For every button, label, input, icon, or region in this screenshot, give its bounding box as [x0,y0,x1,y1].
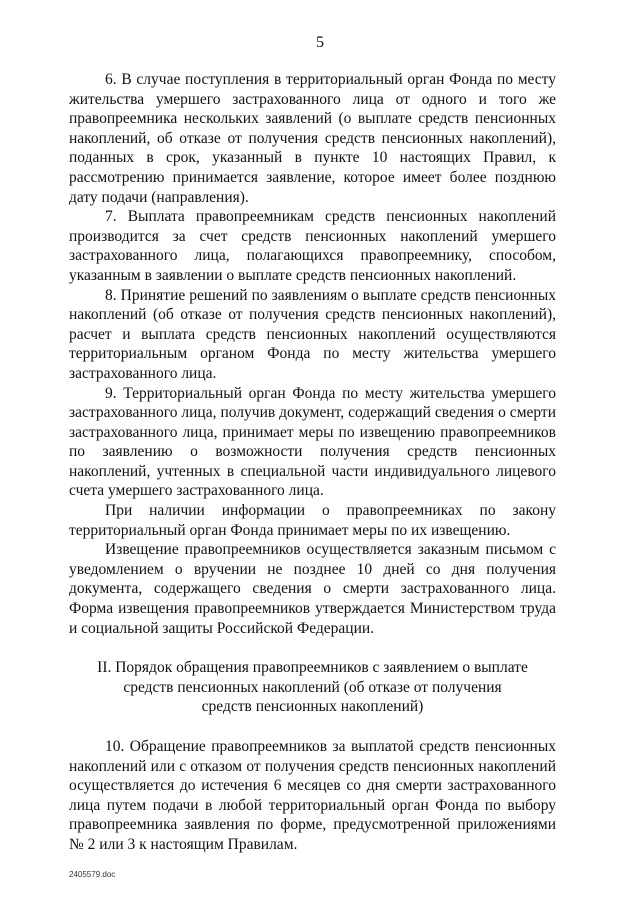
paragraph-9-notification: Извещение правопреемников осуществляется заказным письмом с уведомлением о вручении не позднее 10 дней со дня получения документа, содержащего сведения о смерти застрахованного лица. Форма извещения правопреемников утверждается Министерством труда и социальной защиты Российской Федерации. [69,541,556,637]
paragraph-8: 8. Принятие решений по заявлениям о выплате средств пенсионных накоплений (об отказе от получения средств пенсионных накоплений), расчет и выплата средств пенсионных накоплений осуществляются территориальным органом Фонда по месту жительства умершего застрахованного лица. [69,286,556,382]
section-heading-line: средств пенсионных накоплений (об отказе от получения [123,678,502,696]
section-heading-line: средств пенсионных накоплений) [201,698,424,716]
paragraph-9: 9. Территориальный орган Фонда по месту жительства умершего застрахованного лица, получив документ, содержащий сведения о смерти застрахованного лица, принимает меры по извещению правопреемников по заявлению о возможности получения средств пенсионных накоплений, учтенных в специальной части индивидуального лицевого счета умершего застрахованного лица. [69,384,556,500]
section-heading [69,658,556,717]
footer-file-code: 2405579.doc [69,870,116,879]
section-heading-line: II. Порядок обращения правопреемников с заявлением о выплате [97,659,528,677]
page-number: 5 [316,34,324,51]
document-body [69,70,556,855]
paragraph-6: 6. В случае поступления в территориальный орган Фонда по месту жительства умершего застрахованного лица от одного и того же правопреемника нескольких заявлений (о выплате средств пенсионных накоплений, об отказе от получения средств пенсионных накоплений), поданных в срок, указанный в пункте 10 настоящих Правил, к рассмотрению принимается заявление, которое имеет более позднюю дату подачи (направления). [69,71,556,206]
paragraph-10: 10. Обращение правопреемников за выплатой средств пенсионных накоплений или с отказом от получения средств пенсионных накоплений осуществляется до истечения 6 месяцев со дня смерти застрахованного лица путем подачи в любой территориальный орган Фонда по выбору правопреемника заявления по форме, предусмотренной приложениями № 2 или 3 к настоящим Правилам. [69,738,556,853]
paragraph-7: 7. Выплата правопреемникам средств пенсионных накоплений производится за счет средств пенсионных накоплений умершего застрахованного лица, полагающихся правопреемнику, способом, указанным в заявлении о выплате средств пенсионных накоплений. [69,208,556,284]
paragraph-9-heirs-by-law: При наличии информации о правопреемниках по закону территориальный орган Фонда принимает меры по их извещению. [69,502,556,539]
